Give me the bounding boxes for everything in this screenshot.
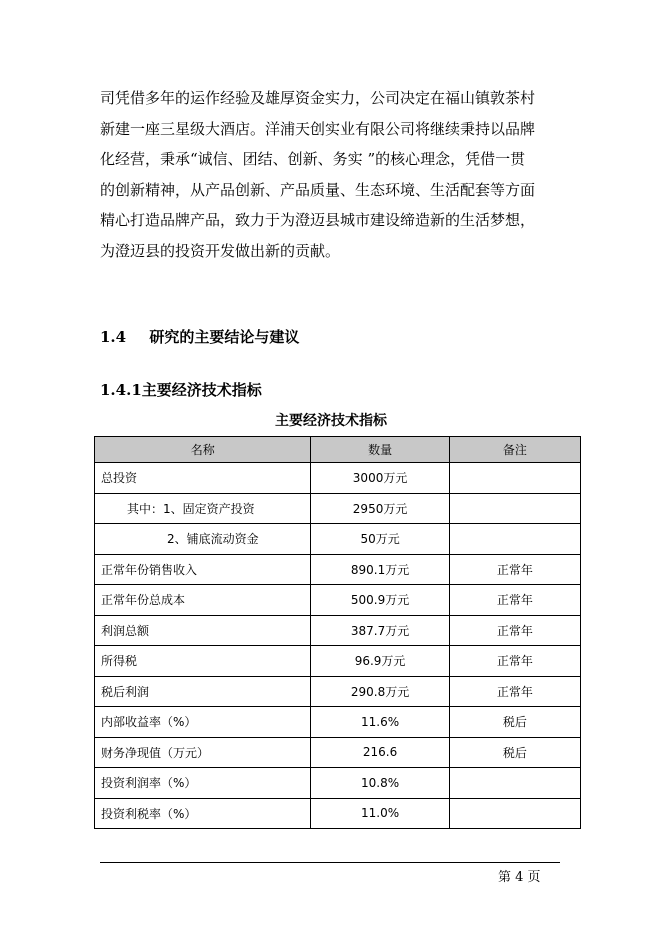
row-name: 正常年份销售收入 — [95, 554, 311, 585]
row-name: 财务净现值（万元） — [95, 737, 311, 768]
table-caption: 主要经济技术指标 — [275, 413, 387, 429]
table-row — [95, 463, 581, 494]
table-row — [95, 554, 581, 585]
row-name: 2、铺底流动资金 — [95, 524, 311, 555]
table-row — [95, 798, 581, 829]
paragraph-line: 新建一座三星级大酒店。洋浦天创实业有限公司将继续秉持以品牌 — [100, 119, 536, 138]
row-remark: 税后 — [449, 737, 580, 768]
table-row — [95, 768, 581, 799]
body-paragraph — [100, 83, 570, 266]
table-row — [95, 493, 581, 524]
table-header-row — [95, 437, 581, 463]
page-number: 第 4 页 — [498, 870, 541, 885]
row-qty: 387.7万元 — [311, 615, 449, 646]
paragraph-line: 司凭借多年的运作经验及雄厚资金实力，公司决定在福山镇敦茶村 — [100, 89, 536, 107]
subsection-title: 主要经济技术指标 — [141, 381, 262, 399]
row-name: 所得税 — [95, 646, 311, 677]
header-name: 名称 — [95, 437, 311, 463]
row-qty: 3000万元 — [311, 463, 449, 494]
row-qty: 2950万元 — [311, 493, 449, 524]
row-name: 总投资 — [95, 463, 311, 494]
row-remark: 正常年 — [449, 676, 580, 707]
table-row — [95, 737, 581, 768]
section-number: 1.4 — [100, 328, 127, 346]
row-qty: 96.9万元 — [311, 646, 449, 677]
section-title: 研究的主要结论与建议 — [149, 328, 300, 346]
table-row — [95, 524, 581, 555]
paragraph-line: 精心打造品牌产品，致力于为澄迈县城市建设缔造新的生活梦想， — [100, 211, 536, 229]
table-row — [95, 585, 581, 616]
row-remark — [449, 768, 580, 799]
table-row — [95, 676, 581, 707]
row-qty: 500.9万元 — [311, 585, 449, 616]
row-name: 正常年份总成本 — [95, 585, 311, 616]
row-qty: 10.8% — [311, 768, 449, 799]
table-row — [95, 615, 581, 646]
table-row — [95, 646, 581, 677]
footer-divider — [100, 862, 560, 863]
row-name: 税后利润 — [95, 676, 311, 707]
row-qty: 290.8万元 — [311, 676, 449, 707]
table-row — [95, 707, 581, 738]
row-qty: 216.6 — [311, 737, 449, 768]
row-qty: 11.6% — [311, 707, 449, 738]
row-remark: 正常年 — [449, 615, 580, 646]
row-remark: 税后 — [449, 707, 580, 738]
row-qty: 50万元 — [311, 524, 449, 555]
row-name: 投资利税率（%） — [95, 798, 311, 829]
row-remark — [449, 798, 580, 829]
row-qty: 890.1万元 — [311, 554, 449, 585]
economic-indicators-table — [94, 436, 581, 829]
row-remark: 正常年 — [449, 554, 580, 585]
row-name: 投资利润率（%） — [95, 768, 311, 799]
row-name: 内部收益率（%） — [95, 707, 311, 738]
paragraph-line: 的创新精神，从产品创新、产品质量、生态环境、生活配套等方面 — [100, 180, 536, 199]
section-heading — [100, 326, 299, 347]
row-remark — [449, 493, 580, 524]
subsection-heading — [100, 379, 262, 400]
row-name: 利润总额 — [95, 615, 311, 646]
header-qty: 数量 — [311, 437, 449, 463]
row-name: 其中：1、固定资产投资 — [95, 493, 311, 524]
row-remark — [449, 463, 580, 494]
header-remark: 备注 — [449, 437, 580, 463]
row-remark: 正常年 — [449, 646, 580, 677]
paragraph-line: 化经营，秉承“诚信、团结、创新、务实 ”的核心理念，凭借一贯 — [100, 150, 526, 168]
paragraph-line: 为澄迈县的投资开发做出新的贡献。 — [100, 241, 341, 260]
row-qty: 11.0% — [311, 798, 449, 829]
row-remark: 正常年 — [449, 585, 580, 616]
row-remark — [449, 524, 580, 555]
subsection-number: 1.4.1 — [100, 381, 142, 399]
